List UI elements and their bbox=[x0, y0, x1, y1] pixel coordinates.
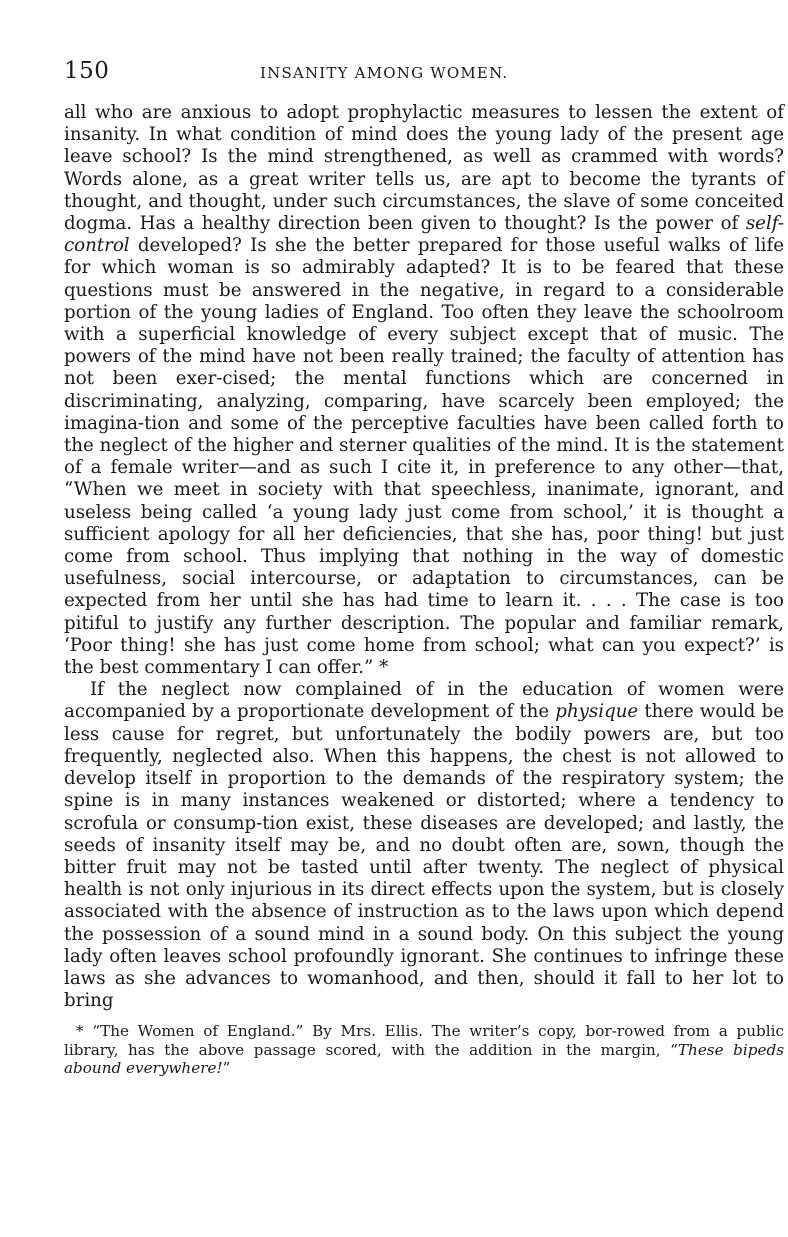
footnote-italic-quote: These bipeds abound everywhere! bbox=[64, 1040, 784, 1078]
text-run: all who are anxious to adopt prophylactic measures to lessen the extent of insanity. In what condition of mind does the young lady of the present age leave school? Is the mind strengthened, as well as crammed with words? Words alone, as a great writer tells us, are apt to become the tyrants of thought, and thought, under such circumstances, the slave of some conceited dogma. Has a healthy direction been given to thought? Is the power of bbox=[64, 102, 784, 235]
italic-term-self-control: self-control bbox=[64, 213, 784, 257]
page-number: 150 bbox=[64, 58, 110, 84]
text-run: developed? Is she the better prepared for those useful walks of life for which woman is so admirably adapted? It is to be feared that these questions must be answered in the negative, in regard to a considerable portion of the young ladies of England. Too often they leave the schoolroom with a superficial knowledge of every subject except that of music. The powers of the mind have not been really trained; the faculty of attention has not been exer-cised; the mental functions which are concerned in discriminating, analyzing, comparing, have scarcely been employed; the imagina-tion and some of the perceptive faculties have been called forth to the neglect of the higher and sterner qualities of the mind. It is the statement of a female writer—and as such I cite it, in preference to any other—that, “When we meet in society with that speechless, inanimate, ignorant, and useless being called ‘a young lady just come from school,’ it is thought a sufficient apology for all her deficiencies, that she has, poor thing! but just come from school. Thus implying that nothing in the way of domestic usefulness, social intercourse, or adaptation to circumstances, can be expected from her until she has had time to learn it. . . . The case is too pitiful to justify any further description. The popular and familiar remark, ‘Poor thing! she has just come home from school; what can you expect?’ is the best commentary I can offer.” * bbox=[64, 235, 784, 679]
footnote bbox=[64, 1022, 784, 1078]
paragraph-1 bbox=[64, 102, 784, 679]
running-title: INSANITY AMONG WOMEN. bbox=[260, 64, 509, 82]
text-run: If the neglect now complained of in the education of women were accompanied by a proportionate development of the bbox=[64, 679, 784, 723]
italic-term-physique: physique bbox=[555, 701, 639, 723]
text-run: there would be less cause for regret, but unfortunately the bodily powers are, but too frequently, neglected also. When this happens, the chest is not allowed to develop itself in proportion to the demands of the respiratory system; the spine is in many instances weakened or distorted; where a tendency to scrofula or consump-tion exist, these diseases are developed; and lastly, the seeds of insanity itself may be, and no doubt often are, sown, though the bitter fruit may not be tasted until after twenty. The neglect of physical health is not only injurious in its direct effects upon the system, but is closely associated with the absence of instruction as to the laws upon which depend the possession of a sound mind in a sound body. On this subject the young lady often leaves school profoundly ignorant. She continues to infringe these laws as she advances to womanhood, and then, should it fall to her lot to bring bbox=[64, 701, 784, 1012]
book-page bbox=[64, 52, 784, 1078]
paragraph-2 bbox=[64, 679, 784, 1012]
body-text bbox=[64, 102, 784, 1012]
footnote-text-end: ” bbox=[222, 1059, 231, 1078]
footnote-text: * “The Women of England.” By Mrs. Ellis. The writer’s copy, bor-rowed from a public library, has the above passage scored, with the addition in the margin, “ bbox=[64, 1022, 784, 1059]
page-header bbox=[64, 52, 784, 86]
